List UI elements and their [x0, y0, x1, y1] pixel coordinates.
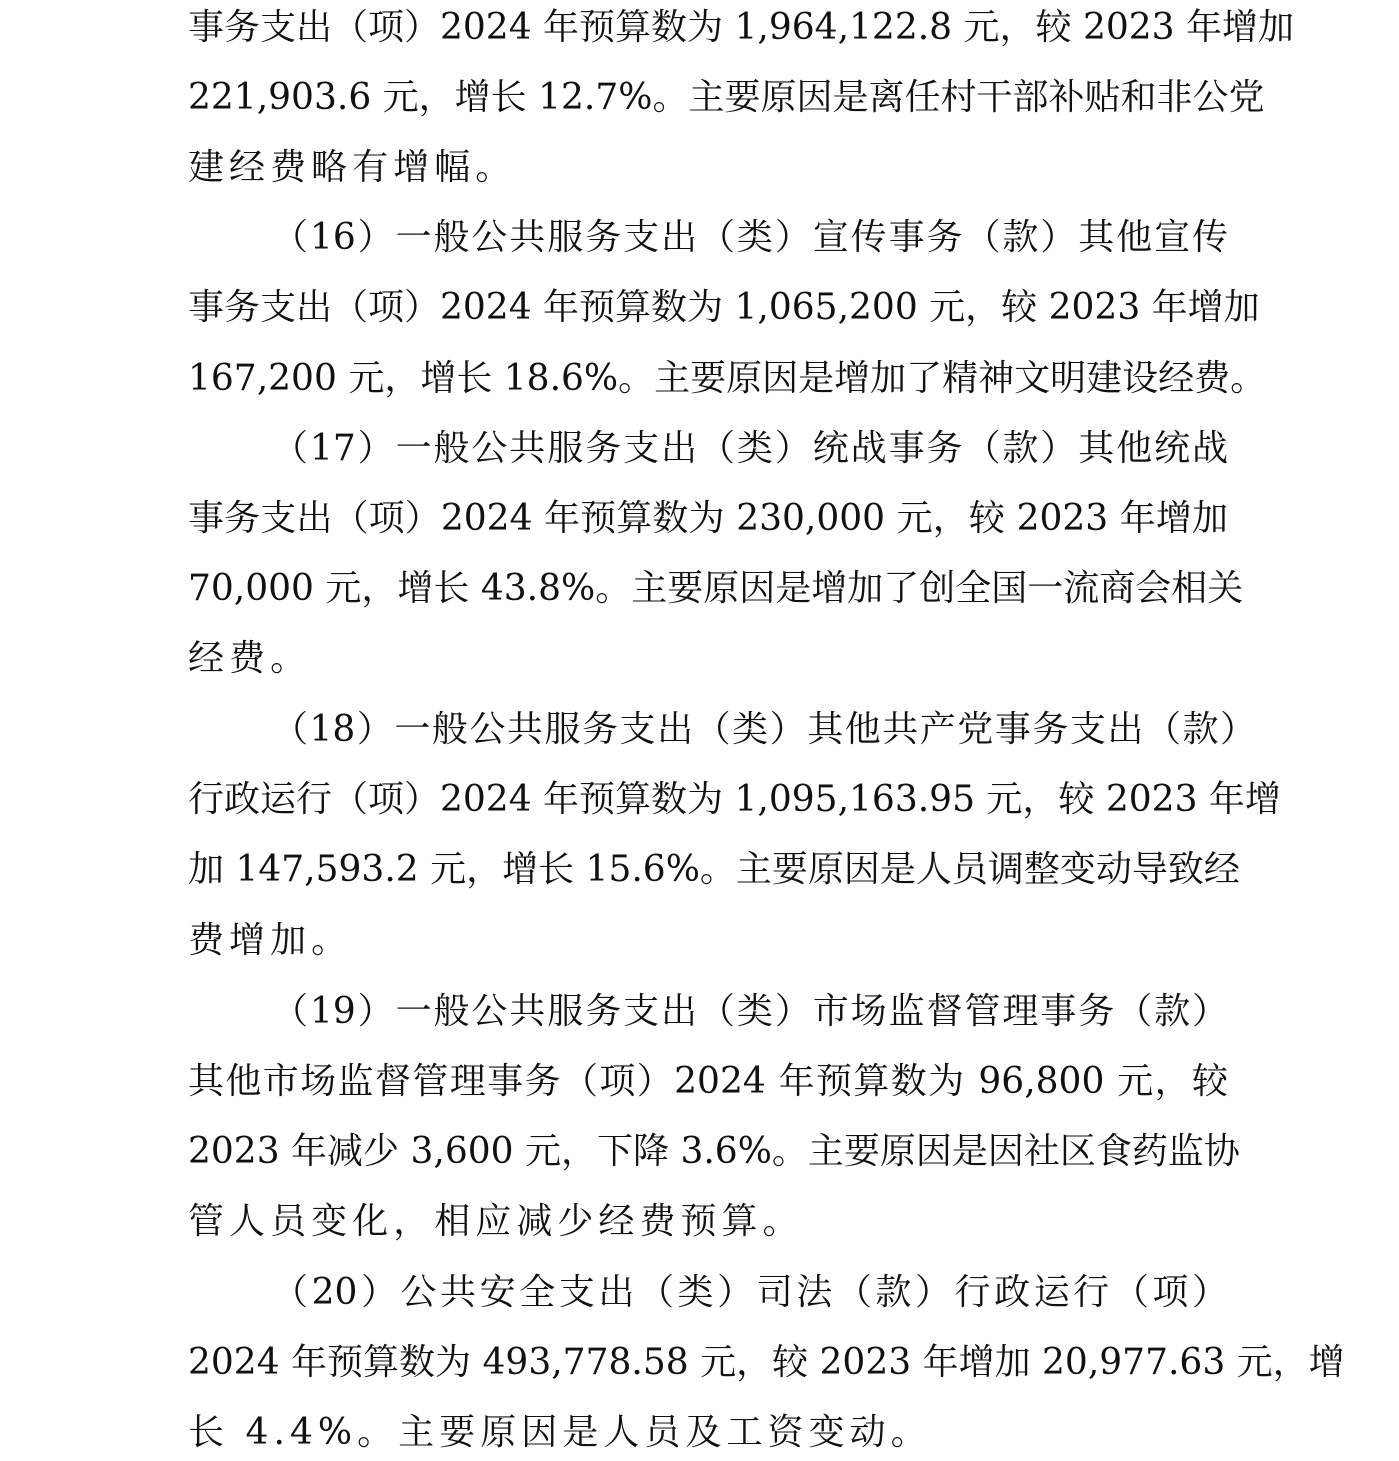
p18-line-3: 加 147,593.2 元，增长 15.6%。主要原因是人员调整变动导致经: [188, 849, 1240, 890]
p17-line-4: 经费。: [188, 638, 312, 679]
p18-line-2: 行政运行（项）2024 年预算数为 1,095,163.95 元，较 2023 年增: [188, 779, 1281, 820]
p20-line-2: 2024 年预算数为 493,778.58 元，较 2023 年增加 20,977.63 元，增: [188, 1342, 1345, 1383]
p19-line-1: （19）一般公共服务支出（类）市场监督管理事务（款）: [272, 991, 1228, 1032]
p18-line-1: （18）一般公共服务支出（类）其他共产党事务支出（款）: [272, 709, 1256, 750]
p15-line-2: 221,903.6 元，增长 12.7%。主要原因是离任村干部补贴和非公党: [188, 77, 1265, 118]
p19-line-3: 2023 年减少 3,600 元，下降 3.6%。主要原因是因社区食药监协: [188, 1131, 1240, 1172]
p19-line-4: 管人员变化，相应减少经费预算。: [188, 1201, 804, 1242]
p16-line-1: （16）一般公共服务支出（类）宣传事务（款）其他宣传: [272, 217, 1228, 258]
p15-line-3: 建经费略有增幅。: [188, 147, 517, 188]
p16-line-2: 事务支出（项）2024 年预算数为 1,065,200 元，较 2023 年增加: [188, 287, 1260, 328]
p17-line-2: 事务支出（项）2024 年预算数为 230,000 元，较 2023 年增加: [188, 498, 1228, 539]
p18-line-4: 费增加。: [188, 920, 353, 961]
p20-line-3: 长 4.4%。主要原因是人员及工资变动。: [188, 1412, 932, 1453]
p15-line-1: 事务支出（项）2024 年预算数为 1,964,122.8 元，较 2023 年增加: [188, 7, 1295, 48]
p16-line-3: 167,200 元，增长 18.6%。主要原因是增加了精神文明建设经费。: [188, 358, 1267, 399]
p17-line-3: 70,000 元，增长 43.8%。主要原因是增加了创全国一流商会相关: [188, 568, 1244, 609]
p20-line-1: （20）公共安全支出（类）司法（款）行政运行（项）: [272, 1272, 1228, 1313]
p19-line-2: 其他市场监督管理事务（项）2024 年预算数为 96,800 元，较: [188, 1061, 1228, 1102]
p17-line-1: （17）一般公共服务支出（类）统战事务（款）其他统战: [272, 428, 1228, 469]
